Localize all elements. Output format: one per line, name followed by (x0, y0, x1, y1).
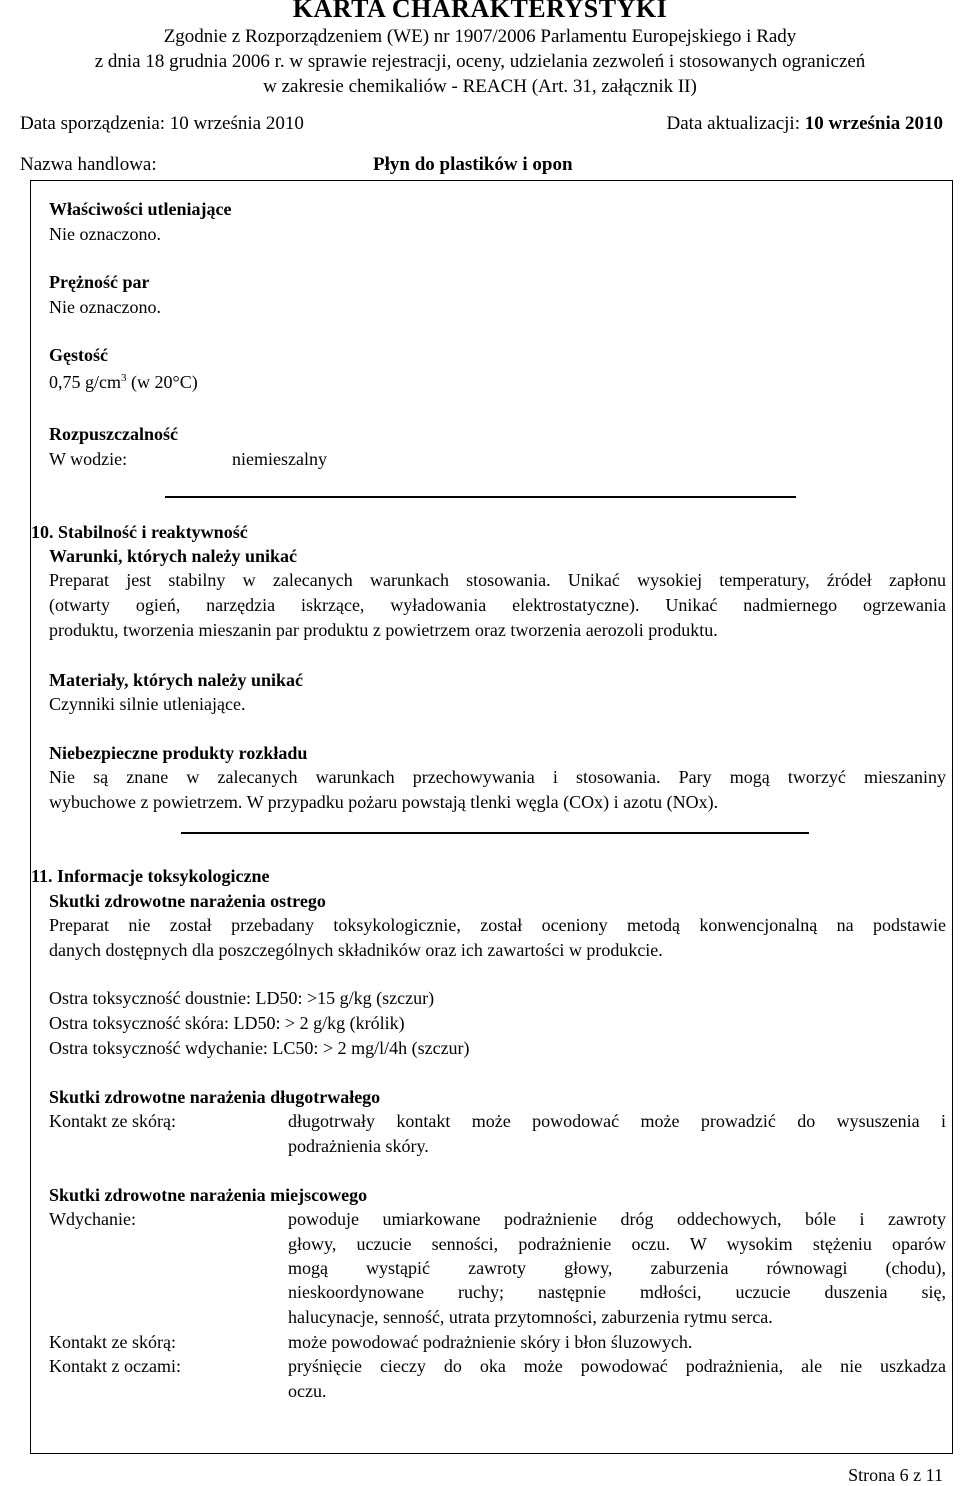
avoid-conditions-heading: Warunki, których należy unikać (49, 546, 298, 566)
eye-contact-label: Kontakt z oczami: (49, 1356, 181, 1376)
section-10-heading: 10. Stabilność i reaktywność (31, 522, 248, 542)
density-value: 0,75 $g/cm^3$ (w 20°C) (49, 372, 198, 392)
local-effects-heading: Skutki zdrowotne narażenia miejscowego (49, 1185, 368, 1205)
section-divider (181, 832, 809, 834)
avoid-conditions-line-1: Preparat jest stabilny w zalecanych warunkach stosowania. Unikać wysokiej temperatury, źródeł zapłonu (49, 570, 946, 590)
update-date (667, 113, 943, 135)
update-date-value: 10 września 2010 (804, 113, 943, 134)
avoid-conditions-line-2: (otwarty ogień, narzędzia iskrzące, wyładowania elektrostatyczne). Unikać nadmiernego ogrzewania (49, 595, 946, 615)
materials-heading: Materiały, których należy unikać (49, 670, 303, 690)
solubility-heading: Rozpuszczalność (49, 424, 178, 444)
solubility-label: W wodzie: (49, 449, 128, 469)
preparation-date: Data sporządzenia: 10 września 2010 (20, 113, 304, 134)
inhalation-line-5: halucynacje, senność, utrata przytomności, zaburzenia rytmu serca. (288, 1307, 773, 1327)
oxidizing-value: Nie oznaczono. (49, 224, 161, 244)
decomposition-heading: Niebezpieczne produkty rozkładu (49, 743, 308, 763)
toxicity-inhalation: Ostra toksyczność wdychanie: LC50: > 2 mg/l/4h (szczur) (49, 1038, 470, 1058)
inhalation-label: Wdychanie: (49, 1209, 136, 1229)
eye-contact-line-2: oczu. (288, 1381, 327, 1401)
acute-effects-heading: Skutki zdrowotne narażenia ostrego (49, 891, 326, 911)
decomposition-line-1: Nie są znane w zalecanych warunkach przechowywania i stosowania. Pary mogą tworzyć mieszaniny (49, 767, 946, 787)
chronic-skin-line-2: podrażnienia skóry. (288, 1136, 429, 1156)
decomposition-line-2: wybuchowe z powietrzem. W przypadku pożaru powstają tlenki węgla (COx) i azotu (NOx). (49, 792, 719, 812)
trade-name-label: Nazwa handlowa: (20, 154, 157, 175)
acute-effects-line-2: danych dostępnych dla poszczególnych składników oraz ich zawartości w produkcie. (49, 940, 663, 960)
density-heading: Gęstość (49, 345, 108, 365)
oxidizing-heading: Właściwości utleniające (49, 199, 232, 219)
chronic-effects-heading: Skutki zdrowotne narażenia długotrwałego (49, 1087, 381, 1107)
solubility-value: niemieszalny (232, 449, 327, 469)
chronic-skin-line-1: długotrwały kontakt może powodować może prowadzić do wysuszenia i (288, 1111, 946, 1131)
materials-value: Czynniki silnie utleniające. (49, 694, 246, 714)
inhalation-line-2: głowy, uczucie senności, podrażnienie oczu. W wysokim stężeniu oparów (288, 1234, 946, 1254)
trade-name-value: Płyn do plastików i opon (373, 154, 573, 175)
density-superscript: 3 (121, 372, 127, 384)
page-number: Strona 6 z 11 (848, 1465, 943, 1485)
section-divider (165, 496, 796, 498)
document-title: KARTA CHARAKTERYSTYKI (292, 0, 668, 23)
chronic-skin-label: Kontakt ze skórą: (49, 1111, 176, 1131)
regulation-line-1: Zgodnie z Rozporządzeniem (WE) nr 1907/2006 Parlamentu Europejskiego i Rady (163, 26, 797, 47)
inhalation-line-1: powoduje umiarkowane podrażnienie dróg oddechowych, bóle i zawroty (288, 1209, 946, 1229)
eye-contact-line-1: pryśnięcie cieczy do oka może powodować podrażnienia, ale nie uszkadza (288, 1356, 946, 1376)
toxicity-skin: Ostra toksyczność skóra: LD50: > 2 g/kg (królik) (49, 1013, 405, 1033)
vapour-pressure-value: Nie oznaczono. (49, 297, 161, 317)
avoid-conditions-line-3: produktu, tworzenia mieszanin par produktu z powietrzem oraz tworzenia aerozoli produktu. (49, 620, 718, 640)
regulation-line-3: w zakresie chemikaliów - REACH (Art. 31, załącznik II) (263, 76, 697, 97)
skin-contact-label: Kontakt ze skórą: (49, 1332, 176, 1352)
acute-effects-line-1: Preparat nie został przebadany toksykologicznie, został oceniony metodą konwencjonalną na podstawie (49, 915, 946, 935)
vapour-pressure-heading: Prężność par (49, 272, 150, 292)
toxicity-oral: Ostra toksyczność doustnie: LD50: >15 g/kg (szczur) (49, 988, 435, 1008)
regulation-line-2: z dnia 18 grudnia 2006 r. w sprawie rejestracji, oceny, udzielania zezwoleń i stosowanych ograniczeń (94, 51, 866, 72)
inhalation-line-4: nieskoordynowane ruchy; następnie mdłości, uczucie duszenia się, (288, 1282, 946, 1302)
skin-contact-value: może powodować podrażnienie skóry i błon śluzowych. (288, 1332, 693, 1352)
inhalation-line-3: mogą wystąpić zawroty głowy, zaburzenia równowagi (chodu), (288, 1258, 946, 1278)
update-date-label: Data aktualizacji: (666, 113, 805, 134)
section-11-heading: 11. Informacje toksykologiczne (31, 866, 270, 886)
